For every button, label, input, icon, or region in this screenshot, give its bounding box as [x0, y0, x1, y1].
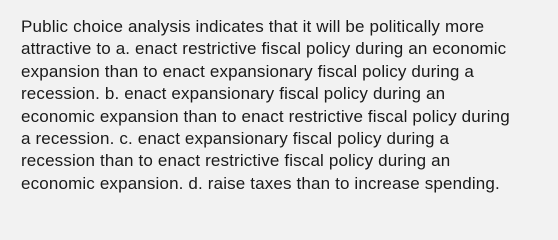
question-line: recession than to enact restrictive fiscal policy during an — [21, 151, 451, 171]
question-line: attractive to a. enact restrictive fiscal policy during an economic — [21, 39, 507, 59]
question-line: economic expansion than to enact restrictive fiscal policy during — [21, 106, 510, 126]
question-line: economic expansion. d. raise taxes than to increase spending. — [21, 173, 500, 193]
question-line: Public choice analysis indicates that it will be politically more — [21, 17, 485, 36]
question-line: expansion than to enact expansionary fiscal policy during a — [21, 61, 475, 81]
question-line: recession. b. enact expansionary fiscal policy during an — [21, 84, 446, 104]
question-text — [21, 16, 546, 195]
question-line: a recession. c. enact expansionary fiscal policy during a — [21, 129, 450, 149]
